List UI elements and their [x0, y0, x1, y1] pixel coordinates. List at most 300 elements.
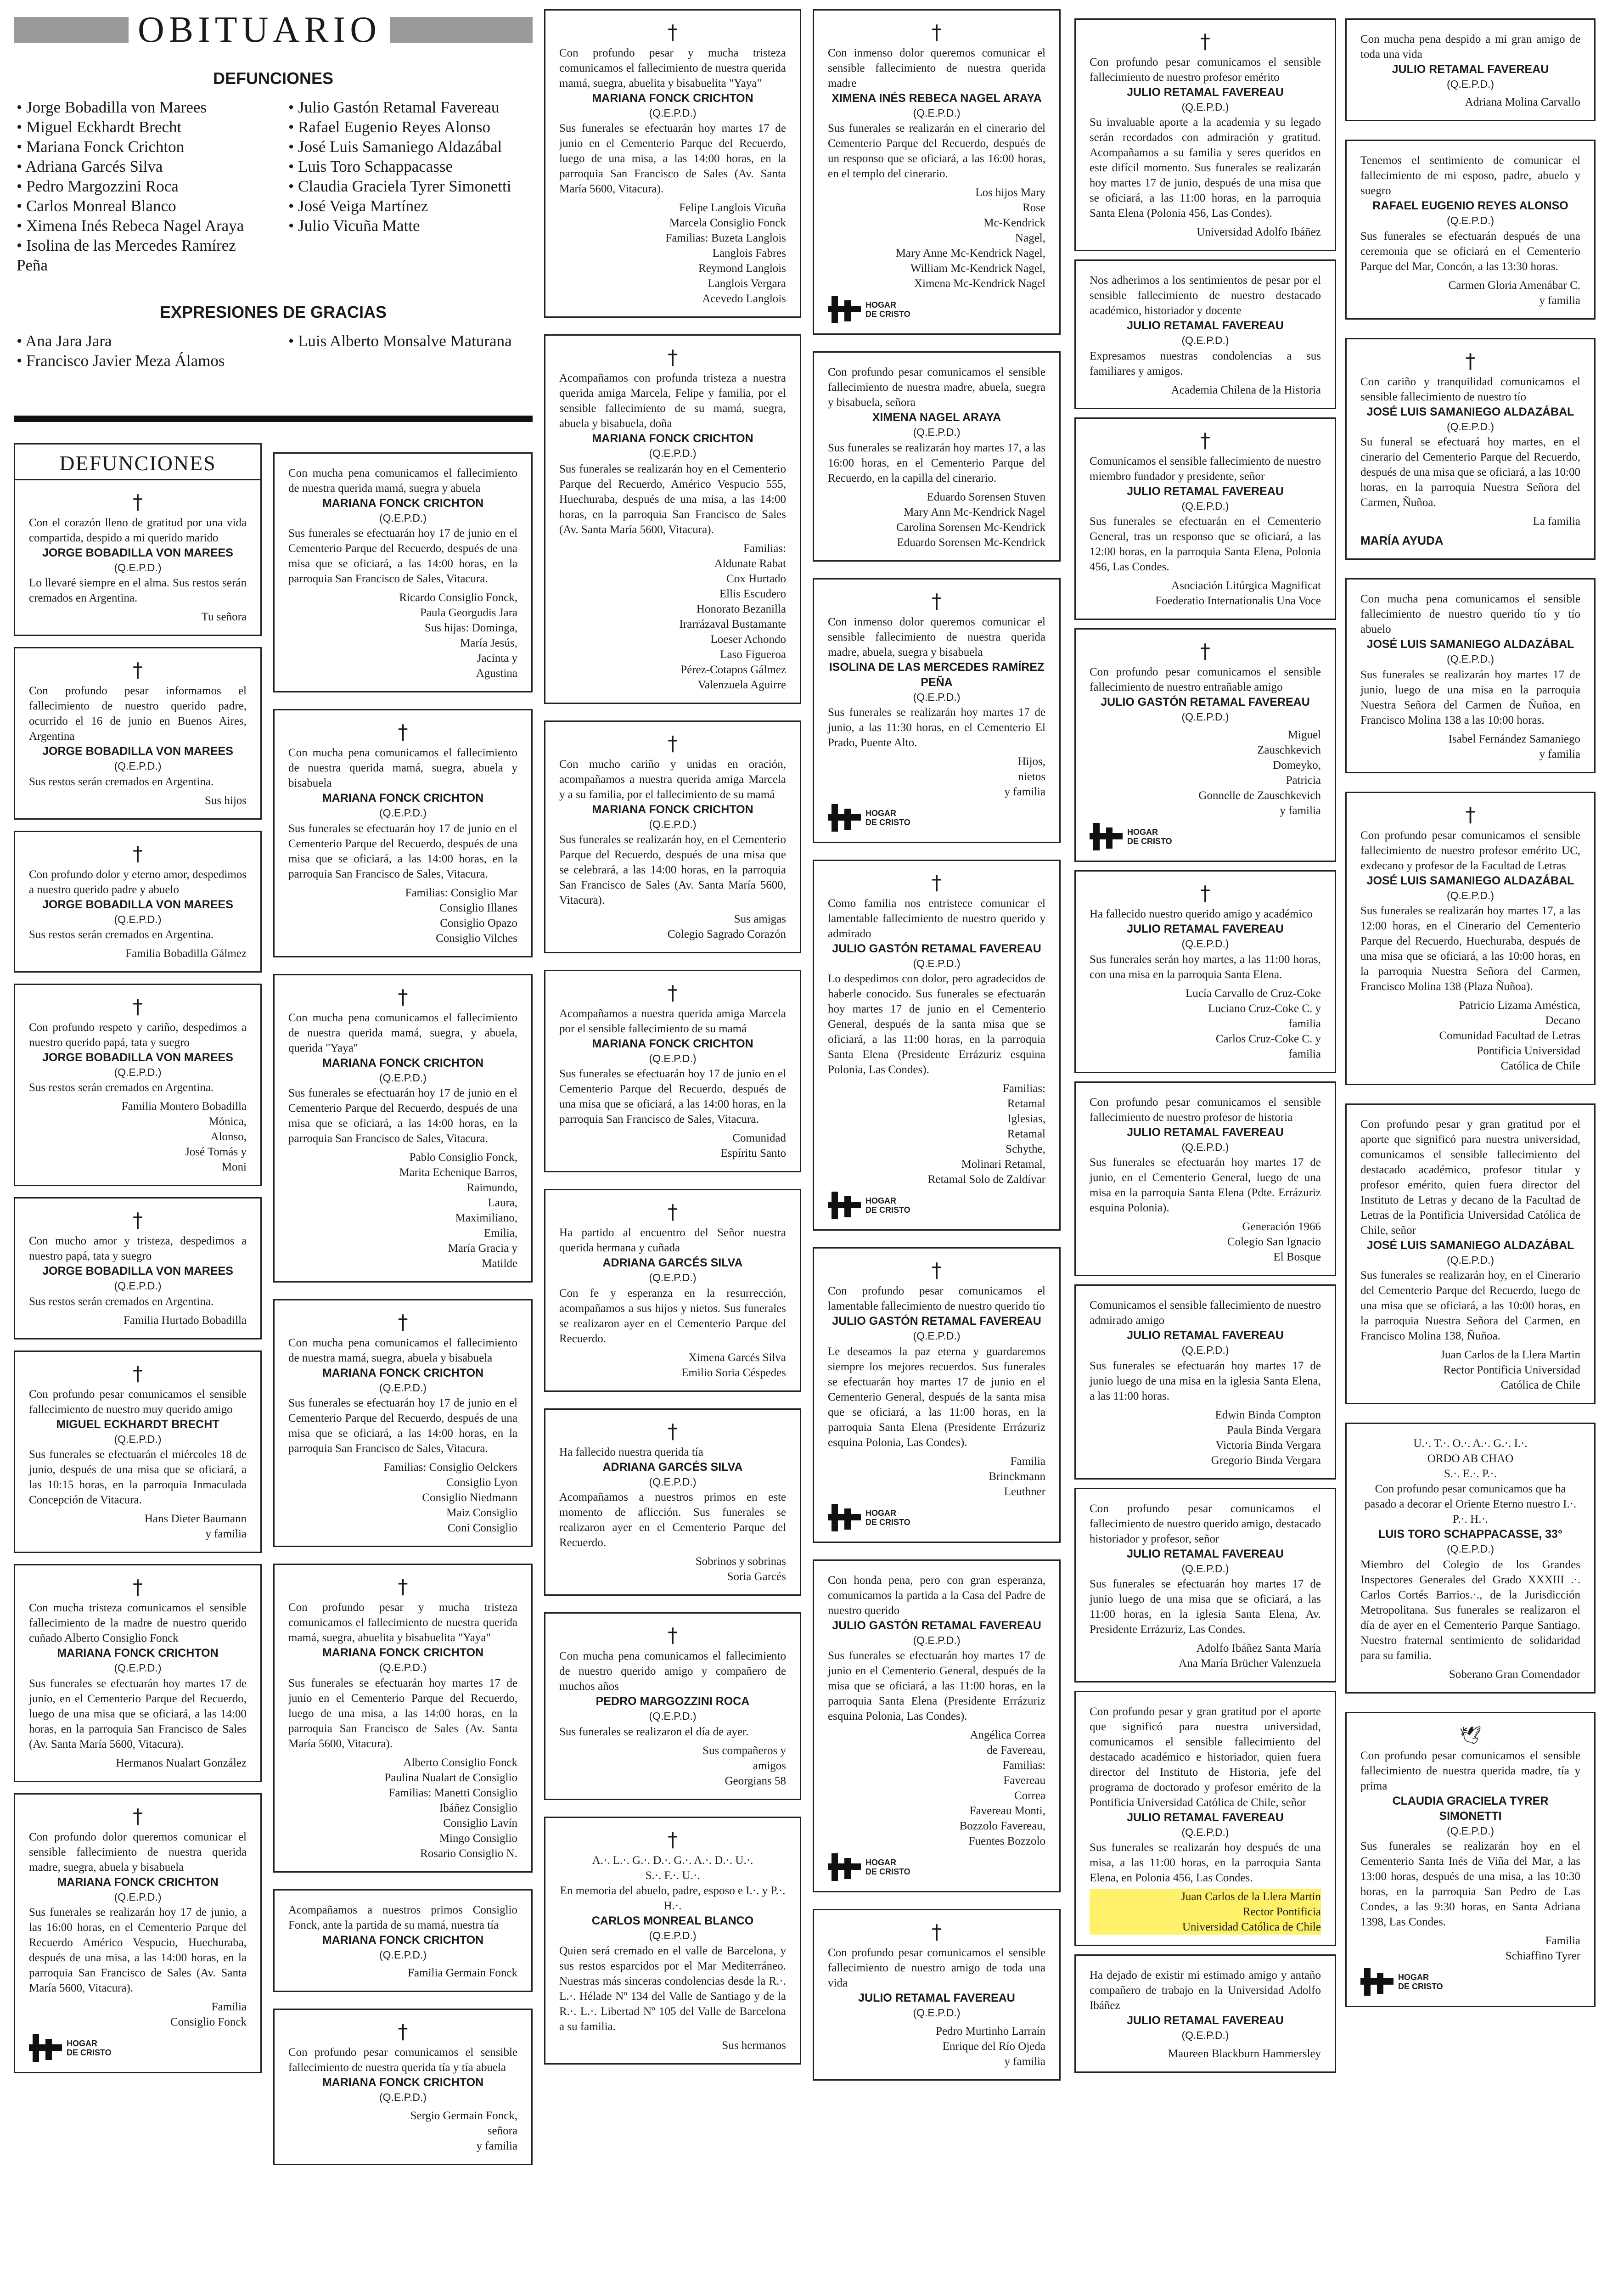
notice-intro: Con mucha tristeza comunicamos el sensible fallecimiento de la madre de nuestro querido cuñado Alberto Consiglio Fonck	[29, 1602, 247, 1645]
deceased-name: ISOLINA DE LAS MERCEDES RAMÍREZ PEÑA	[829, 660, 1045, 689]
obituary-notice	[544, 1817, 801, 2065]
deceased-name: JULIO RETAMAL FAVEREAU	[1127, 484, 1284, 498]
notice-body: Sus funerales se efectuarán hoy martes 17 de junio, en el Cementerio Parque del Recuerdo, luego de una misa que se oficiará, a las 14:00 horas, en la parroquia San Francisco de Sales (Av. Santa María 5600, Vitacura).	[29, 1677, 247, 1750]
deceased-name: JULIO RETAMAL FAVEREAU	[858, 1992, 1015, 2005]
notice-body: Sus funerales se efectuarán hoy martes 17 de junio en el Cementerio Parque del Recuerdo, luego de una misa, a las 14:00 horas, en la parroquia San Francisco de Sales (Av. Santa María 5600, Vitacura).	[288, 1677, 517, 1750]
deceased-name: PEDRO MARGOZZINI ROCA	[596, 1695, 750, 1708]
obituary-notice	[544, 1189, 801, 1391]
gracias-list-left	[17, 331, 261, 371]
notice-signature: Sus amigas Colegio Sagrado Corazón	[667, 913, 786, 941]
notice-body: Quien será cremado en el valle de Barcelona, y sus restos esparcidos por el Mar Mediterráneo. Nuestras más sinceras condolencias desde la R.·. L.·. Hélade Nº 134 del Valle de Santiago y de la R.·. L.·. Libertad Nº 105 del Valle de Barcelona a su familia.	[559, 1944, 786, 2033]
cross-icon: †	[398, 720, 408, 744]
notice-intro: Con mucha pena comunicamos el sensible fallecimiento de nuestro querido tío y tío abuelo	[1360, 593, 1580, 636]
obituary-notice	[1074, 870, 1336, 1073]
notice-intro: Acompañamos a nuestros primos Consiglio Fonck, ante la partida de su mamá, nuestra tía	[288, 1903, 517, 1931]
notice-signature: Academia Chilena de la Historia	[1171, 383, 1321, 396]
notice-intro: Con profundo pesar comunicamos el sensible fallecimiento de nuestra querida tía y tía abuela	[288, 2046, 517, 2074]
hogar-de-cristo-text	[865, 1858, 910, 1876]
deceased-name: JULIO RETAMAL FAVEREAU	[1127, 1811, 1284, 1824]
notice-body: Sus funerales serán hoy martes, a las 11:00 horas, con una misa en la parroquia Santa Elena.	[1090, 953, 1321, 981]
qepd-label: (Q.E.P.D.)	[1181, 1826, 1229, 1838]
header-rule	[14, 416, 533, 422]
deceased-name: MARIANA FONCK CRICHTON	[322, 1646, 484, 1660]
notice-intro: Acompañamos con profunda tristeza a nuestra querida amiga Marcela, Felipe y familia, por el sensible fallecimiento de su mamá, suegra, abuela y bisabuela, doña	[559, 372, 786, 430]
notice-body: Con fe y esperanza en la resurrección, acompañamos a sus hijos y nietos. Sus funerales se realizaron ayer en el Cementerio Parque del Recuerdo.	[559, 1287, 786, 1345]
hogar-de-cristo-icon	[828, 1504, 861, 1531]
notice-signature: Familias: Aldunate Rabat Cox Hurtado Ellis Escudero Honorato Bezanilla Irarrázaval Bustamante Loeser Achondo Laso Figueroa Pérez-Cotapos Gálmez Valenzuela Aguirre	[679, 542, 786, 691]
cross-icon: †	[133, 1576, 143, 1599]
qepd-label: (Q.E.P.D.)	[379, 807, 427, 819]
gracias-list-right	[288, 331, 533, 371]
notice-intro: Como familia nos entristece comunicar el lamentable fallecimiento de nuestro querido y admirado	[828, 897, 1045, 940]
notice-signature: Soberano Gran Comendador	[1449, 1668, 1580, 1681]
notice-body: Lo llevaré siempre en el alma. Sus restos serán cremados en Argentina.	[29, 577, 247, 605]
deceased-name: JULIO GASTÓN RETAMAL FAVEREAU	[1101, 696, 1310, 709]
notice-intro: Con profundo pesar comunicamos el sensible fallecimiento de nuestro amigo de toda una vida	[828, 1947, 1045, 1990]
deceased-name: MARIANA FONCK CRICHTON	[57, 1647, 219, 1660]
cross-icon: †	[133, 842, 143, 866]
obituary-notice	[14, 1197, 262, 1339]
notice-signature: Eduardo Sorensen Stuven Mary Ann Mc-Kendrick Nagel Carolina Sorensen Mc-Kendrick Eduardo Sorensen Mc-Kendrick	[896, 490, 1045, 549]
notice-body: Sus funerales se efectuarán hoy 17 de junio en el Cementerio Parque del Recuerdo, después de una misa que se oficiará, a las 14:00 horas, en la parroquia San Francisco de Sales, Vitacura.	[288, 1397, 517, 1455]
cross-icon: †	[398, 1311, 408, 1334]
obituary-notice	[1074, 18, 1336, 251]
notice-signature: La familia	[1533, 515, 1580, 528]
notice-body: Expresamos nuestras condolencias a sus familiares y amigos.	[1090, 349, 1321, 377]
qepd-label: (Q.E.P.D.)	[649, 1710, 697, 1722]
deceased-name: MARIANA FONCK CRICHTON	[322, 497, 484, 510]
cross-icon: †	[932, 589, 942, 613]
obituary-notice	[273, 452, 533, 692]
obituary-notice	[1074, 1691, 1336, 1946]
cross-icon: †	[668, 732, 678, 755]
index-entry: • Ana Jara Jara	[17, 331, 261, 351]
cross-icon: †	[398, 985, 408, 1009]
notice-intro: Comunicamos el sensible fallecimiento de nuestro miembro fundador y presidente, señor	[1090, 455, 1321, 483]
notice-signature: Familia Consiglio Fonck	[170, 2000, 247, 2028]
notice-body: Sus funerales se realizarán hoy en el Cementerio Parque del Recuerdo, Américo Vespucio 555, Huechuraba, después de una misa, a las 14:00 horas, en la parroquia San Francisco de Sales (Av. Santa María 5600, Vitacura).	[559, 462, 786, 536]
obituary-notice	[544, 720, 801, 953]
logo-line-1: HOGAR	[865, 300, 896, 310]
cross-icon: †	[1465, 349, 1476, 373]
defunciones-list-right	[288, 97, 533, 275]
logo-line-2: DE CRISTO	[865, 1867, 910, 1877]
deceased-name: JULIO RETAMAL FAVEREAU	[1392, 63, 1549, 76]
deceased-name: JULIO GASTÓN RETAMAL FAVEREAU	[832, 942, 1041, 956]
logo-line-2: DE CRISTO	[865, 310, 910, 319]
qepd-label: (Q.E.P.D.)	[1181, 2029, 1229, 2042]
qepd-label: (Q.E.P.D.)	[379, 1382, 427, 1394]
notice-signature: Familias: Retamal Iglesias, Retamal Schythe, Molinari Retamal, Retamal Solo de Zaldívar	[927, 1082, 1045, 1186]
notice-intro: Con cariño y tranquilidad comunicamos el sensible fallecimiento de nuestro tío	[1360, 375, 1580, 403]
logo-line-2: DE CRISTO	[67, 2048, 112, 2057]
notice-body: Sus funerales se realizarán hoy martes 17, a las 12:00 horas, en el Cinerario del Cementerio Parque del Recuerdo, Huechuraba, después de una misa que se oficiará, a las 10:00 horas, en la parroquia Nuestra Señora del Carmen, Francisco Molina 138 (Plaza Ñuñoa).	[1360, 905, 1580, 993]
cross-icon: †	[398, 2020, 408, 2044]
defunciones-heading: DEFUNCIONES	[213, 69, 334, 88]
notice-signature: Generación 1966 Colegio San Ignacio El Bosque	[1227, 1221, 1321, 1264]
notice-signature: Familia Brinckmann Leuthner	[989, 1455, 1045, 1498]
defunciones-section-label: DEFUNCIONES	[14, 443, 262, 479]
notice-body: Su invaluable aporte a la academia y su legado serán recordados con admiración y gratitud. Acompañamos a su familia y seres queridos en este difícil momento. Sus funerales se realizarán hoy martes 17 de junio, después de una misa que se oficiará, a las 11:00 horas, en la parroquia Santa Elena (Polonia 456, Las Condes).	[1090, 116, 1321, 220]
obituary-notice	[813, 1247, 1061, 1542]
index-entry: • Adriana Garcés Silva	[17, 157, 261, 176]
cross-icon: †	[932, 1259, 942, 1283]
logo-line-1: HOGAR	[865, 1858, 896, 1868]
qepd-label: (Q.E.P.D.)	[114, 760, 162, 772]
obituary-notice	[1074, 1954, 1336, 2072]
notice-body: Sus funerales se efectuarán hoy martes 17 de junio luego de una misa en la iglesia Santa Elena, a las 11:00 horas.	[1090, 1359, 1321, 1402]
deceased-name: MARIANA FONCK CRICHTON	[592, 1037, 753, 1051]
deceased-name: JORGE BOBADILLA VON MAREES	[42, 898, 233, 911]
obituary-notice	[813, 351, 1061, 561]
deceased-name: JOSÉ LUIS SAMANIEGO ALDAZÁBAL	[1366, 1239, 1574, 1252]
notice-intro: Con mucha pena comunicamos el fallecimiento de nuestra mamá, suegra, abuela y bisabuela	[288, 1337, 517, 1365]
deceased-name: MARIANA FONCK CRICHTON	[322, 2076, 484, 2089]
index-entry: • Pedro Margozzini Roca	[17, 176, 261, 196]
obituary-notice	[273, 1564, 533, 1872]
qepd-label: (Q.E.P.D.)	[1446, 214, 1495, 227]
deceased-name: MARIANA FONCK CRICHTON	[57, 1875, 219, 1889]
notice-intro: Con profundo pesar comunicamos el sensible fallecimiento de nuestro muy querido amigo	[29, 1388, 247, 1416]
notice-signature: Ricardo Consiglio Fonck, Paula Georgudis Jara Sus hijas: Dominga, María Jesús, Jacinta y Agustina	[399, 591, 517, 680]
title-bar-left	[14, 17, 129, 43]
cross-icon: †	[668, 21, 678, 44]
notice-intro: Con profundo pesar y gran gratitud por el aporte que significó para nuestra universidad, comunicamos el sensible fallecimiento del destacado académico, profesor titular y profesor emérito, quien fuera director del Instituto de Letras y decano de la Facultad de Letras de la Pontificia Universidad Católica de Chile, señor	[1360, 1118, 1580, 1237]
qepd-label: (Q.E.P.D.)	[1181, 711, 1229, 723]
cross-icon: †	[668, 346, 678, 370]
deceased-name: JORGE BOBADILLA VON MAREES	[42, 745, 233, 758]
notice-signature: Hans Dieter Baumann y familia	[144, 1513, 247, 1541]
index-entry: • José Veiga Martínez	[288, 196, 533, 216]
notice-signature: Adriana Molina Carvallo	[1465, 96, 1580, 109]
notice-intro: Con profundo pesar comunicamos el lamentable fallecimiento de nuestro querido tío	[828, 1285, 1045, 1313]
notice-signature: Universidad Adolfo Ibáñez	[1197, 226, 1321, 239]
logo-line-1: HOGAR	[865, 809, 896, 818]
deceased-name: JULIO RETAMAL FAVEREAU	[1127, 1125, 1284, 1139]
notice-intro: Con profundo pesar comunicamos el sensible fallecimiento de nuestro profesor emérito UC, exdecano y profesor de la Facultad de Letras	[1360, 829, 1580, 872]
index-entry: • Isolina de las Mercedes Ramírez Peña	[17, 236, 261, 275]
logo-line-2: DE CRISTO	[865, 1205, 910, 1215]
obituary-notice	[14, 1793, 262, 2073]
notice-body: Sus funerales se realizarán en el cinerario del Cementerio Parque del Recuerdo, después de un responso que se oficiará, a las 16:00 horas, en el templo del cinerario.	[828, 122, 1045, 180]
obituary-notice	[1074, 1081, 1336, 1276]
obituary-notice	[14, 1564, 262, 1782]
notice-intro: Con mucho cariño y unidas en oración, acompañamos a nuestra querida amiga Marcela y a su familia, por el fallecimiento de su mamá	[559, 758, 786, 801]
notice-intro: Con mucha pena comunicamos el fallecimiento de nuestra querida mamá, suegra y abuela	[288, 467, 517, 495]
obituary-header	[14, 9, 533, 371]
obituary-notice	[1074, 1488, 1336, 1683]
notice-body: Sus funerales se efectuarán hoy 17 de junio en el Cementerio Parque del Recuerdo, después de una misa que se oficiará, a las 14:00 horas, en la parroquia San Francisco de Sales, Vitacura.	[288, 527, 517, 585]
notice-intro: Con profundo pesar comunicamos el sensible fallecimiento de nuestro profesor de historia	[1090, 1096, 1321, 1124]
qepd-label: (Q.E.P.D.)	[379, 1948, 427, 1961]
deceased-name: JOSÉ LUIS SAMANIEGO ALDAZÁBAL	[1366, 874, 1574, 887]
cross-icon: †	[133, 658, 143, 682]
cross-icon: †	[398, 1575, 408, 1599]
qepd-label: (Q.E.P.D.)	[913, 691, 961, 703]
deceased-name: JORGE BOBADILLA VON MAREES	[42, 546, 233, 559]
obituary-notice	[813, 578, 1061, 843]
notice-signature: Edwin Binda Compton Paula Binda Vergara Victoria Binda Vergara Gregorio Binda Vergara	[1211, 1408, 1321, 1467]
notice-signature: Juan Carlos de la Llera Martin Rector Pontificia Universidad Católica de Chile	[1090, 1889, 1321, 1935]
deceased-name: LUIS TORO SCHAPPACASSE, 33°	[1378, 1528, 1562, 1541]
deceased-name: JULIO RETAMAL FAVEREAU	[1127, 1329, 1284, 1342]
deceased-name: JULIO RETAMAL FAVEREAU	[1127, 923, 1284, 936]
obituary-notice	[544, 9, 801, 318]
title-bar-right	[390, 17, 533, 43]
notice-intro: Con el corazón lleno de gratitud por una vida compartida, despido a mi querido marido	[29, 517, 247, 544]
notice-intro: A.·. L.·. G.·. D.·. G.·. A.·. D.·. U.·. S.·. F.·. U.·. En memoria del abuelo, padre, esposo e I.·. y P.·. H.·.	[560, 1854, 786, 1912]
notice-signature: Sus hijos	[204, 794, 247, 807]
notice-intro: Con mucha pena comunicamos el fallecimiento de nuestra querida mamá, suegra, abuela y bisabuela	[288, 747, 517, 790]
cross-icon: †	[133, 1209, 143, 1232]
index-entry: • Jorge Bobadilla von Marees	[17, 97, 261, 117]
notice-body: Sus funerales se realizarán hoy martes 17 de junio, luego de una misa en la parroquia Nuestra Señora del Carmen de Ñuñoa, en Francisco Molina 138 a las 10:00 horas.	[1360, 668, 1580, 726]
logo-line-2: DE CRISTO	[865, 1517, 910, 1527]
hogar-de-cristo-text	[865, 300, 910, 319]
notice-intro: Con profundo respeto y cariño, despedimos a nuestro querido papá, tata y suegro	[29, 1021, 247, 1049]
qepd-label: (Q.E.P.D.)	[114, 1280, 162, 1292]
notice-intro: Con profundo pesar comunicamos el sensible fallecimiento de nuestro profesor emérito	[1090, 56, 1321, 84]
qepd-label: (Q.E.P.D.)	[1446, 653, 1495, 665]
notice-body: Lo despedimos con dolor, pero agradecidos de haberle conocido. Sus funerales se efectuarán hoy martes 17 de junio en el Cementerio General, después de la santa misa que se oficiará, a las 11:00 horas, en la parroquia Santa Elena (Presidente Errázuriz esquina Polonia, Las Condes).	[828, 973, 1045, 1076]
deceased-name: JULIO GASTÓN RETAMAL FAVEREAU	[832, 1619, 1041, 1632]
obituary-notice	[1345, 1103, 1596, 1404]
notice-body: Sus restos serán cremados en Argentina.	[29, 775, 214, 788]
notice-signature: Tu señora	[201, 611, 247, 624]
deceased-name: XIMENA NAGEL ARAYA	[872, 411, 1001, 424]
qepd-label: (Q.E.P.D.)	[1181, 101, 1229, 113]
notice-intro: Con profundo pesar comunicamos el fallecimiento de nuestro querido amigo, destacado historiador y profesor, señor	[1090, 1502, 1321, 1545]
index-entry: • Carlos Monreal Blanco	[17, 196, 261, 216]
qepd-label: (Q.E.P.D.)	[1181, 1344, 1229, 1356]
obituary-notice	[813, 1909, 1061, 2080]
notice-signature: Pedro Murtinho Larraín Enrique del Río Ojeda y familia	[936, 2025, 1045, 2068]
deceased-name: JULIO RETAMAL FAVEREAU	[1127, 319, 1284, 332]
qepd-label: (Q.E.P.D.)	[913, 1634, 961, 1646]
hogar-de-cristo-logo	[1090, 823, 1321, 850]
index-entry: • Mariana Fonck Crichton	[17, 137, 261, 157]
hogar-de-cristo-icon	[828, 296, 861, 323]
notice-body: Sus funerales se efectuarán después de una ceremonia que se oficiará en el Cementerio Parque del Mar, Concón, a las 13:30 horas.	[1360, 230, 1580, 273]
qepd-label: (Q.E.P.D.)	[379, 1661, 427, 1674]
hogar-de-cristo-logo	[828, 1504, 1045, 1531]
qepd-label: (Q.E.P.D.)	[649, 107, 697, 119]
defunciones-list-left	[17, 97, 261, 275]
notice-body: Sus restos serán cremados en Argentina.	[29, 1081, 214, 1094]
notice-body: Sus funerales se realizarán hoy después de una misa, a las 11:00 horas, en la parroquia Santa Elena, en Polonia 456, Las Condes.	[1090, 1841, 1321, 1885]
cross-icon: †	[133, 1804, 143, 1828]
qepd-label: (Q.E.P.D.)	[1181, 938, 1229, 950]
index-entry: • Rafael Eugenio Reyes Alonso	[288, 117, 533, 137]
notice-signature: Asociación Litúrgica Magnificat Foederatio Internationalis Una Voce	[1155, 580, 1321, 608]
logo-line-2: DE CRISTO	[1127, 837, 1172, 846]
qepd-label: (Q.E.P.D.)	[379, 512, 427, 524]
obituary-notice	[273, 2009, 533, 2165]
qepd-label: (Q.E.P.D.)	[379, 2091, 427, 2104]
qepd-label: (Q.E.P.D.)	[649, 1929, 697, 1941]
deceased-name: JOSÉ LUIS SAMANIEGO ALDAZÁBAL	[1366, 405, 1574, 418]
qepd-label: (Q.E.P.D.)	[649, 1052, 697, 1065]
qepd-label: (Q.E.P.D.)	[913, 2007, 961, 2019]
cross-icon: †	[932, 871, 942, 895]
index-entry: • Claudia Graciela Tyrer Simonetti	[288, 176, 533, 196]
obituary-notice	[1074, 259, 1336, 409]
qepd-label: (Q.E.P.D.)	[114, 1662, 162, 1674]
qepd-label: (Q.E.P.D.)	[913, 107, 961, 119]
notice-signature: Felipe Langlois Vicuña Marcela Consiglio Fonck Familias: Buzeta Langlois Langlois Fabres Reymond Langlois Langlois Vergara Acevedo Langlois	[665, 202, 786, 305]
cross-icon: †	[1200, 428, 1210, 452]
deceased-name: ADRIANA GARCÉS SILVA	[602, 1256, 743, 1270]
hogar-de-cristo-text	[1127, 827, 1172, 846]
notice-intro: Con profundo pesar informamos el fallecimiento de nuestro querido padre, ocurrido el 16 de junio en Buenos Aires, Argentina	[29, 685, 247, 743]
cross-icon: †	[932, 21, 942, 44]
defunciones-index	[14, 97, 533, 275]
logo-line-2: DE CRISTO	[865, 818, 910, 827]
notice-body: Sus funerales se realizarán hoy martes 17, a las 16:00 horas, en el Cementerio Parque del Recuerdo, en la capilla del cinerario.	[828, 441, 1045, 484]
notice-intro: Con inmenso dolor queremos comunicar el sensible fallecimiento de nuestra querida madre	[828, 47, 1045, 90]
notice-body: Sus funerales se realizarán hoy, en el Cementerio Parque del Recuerdo, después de una misa que se celebrará, a las 14:00 horas, en la parroquia San Francisco de Sales (Av. Santa María 5600, Vitacura).	[559, 833, 786, 907]
hogar-de-cristo-logo	[828, 1853, 1045, 1881]
maria-ayuda-logo: MARÍA AYUDA	[1360, 534, 1444, 548]
notice-body: Sus funerales se efectuarán hoy martes 17 de junio, en el Cementerio General, luego de una misa en la parroquia Santa Elena (Pdte. Errázuriz esquina Polonia).	[1090, 1156, 1321, 1215]
qepd-label: (Q.E.P.D.)	[1181, 1562, 1229, 1575]
notice-signature: Familia Schiaffino Tyrer	[1505, 1935, 1580, 1963]
hogar-de-cristo-logo	[1360, 1968, 1580, 1996]
notice-signature: Ximena Garcés Silva Emilio Soria Céspedes	[681, 1351, 786, 1379]
deceased-name: MARIANA FONCK CRICHTON	[322, 1367, 484, 1380]
cross-icon: †	[668, 1624, 678, 1648]
notice-signature: Pablo Consiglio Fonck, Marita Echenique Barros, Raimundo, Laura, Maximiliano, Emilia, María Gracia y Matilde	[399, 1151, 517, 1270]
cross-icon: †	[133, 1362, 143, 1385]
notice-intro: Con mucha pena despido a mi gran amigo de toda una vida	[1360, 33, 1580, 61]
notice-intro: Comunicamos el sensible fallecimiento de nuestro admirado amigo	[1090, 1299, 1321, 1327]
notice-signature: Alberto Consiglio Fonck Paulina Nualart de Consiglio Familias: Manetti Consiglio Ibáñez Consiglio Consiglio Lavín Mingo Consiglio Rosario Consiglio N.	[384, 1756, 517, 1860]
hogar-de-cristo-icon	[828, 804, 861, 832]
notice-intro: Tenemos el sentimiento de comunicar el fallecimiento de mi esposo, padre, abuelo y suegro	[1360, 154, 1580, 197]
obituary-notice	[1345, 1712, 1596, 2007]
hogar-de-cristo-icon	[828, 1853, 861, 1881]
logo-line-2: DE CRISTO	[1398, 1982, 1443, 1992]
index-entry: • Luis Alberto Monsalve Maturana	[288, 331, 533, 351]
notice-signature: Isabel Fernández Samaniego y familia	[1448, 732, 1580, 760]
cross-icon: †	[932, 1920, 942, 1944]
cross-icon: †	[1465, 803, 1476, 827]
obituary-notice	[273, 709, 533, 957]
qepd-label: (Q.E.P.D.)	[913, 1330, 961, 1342]
deceased-name: JOSÉ LUIS SAMANIEGO ALDAZÁBAL	[1366, 638, 1574, 651]
logo-line-1: HOGAR	[1127, 827, 1158, 837]
notice-intro: Con mucha pena comunicamos el fallecimiento de nuestro querido amigo y compañero de muchos años	[559, 1650, 786, 1693]
index-entry: • Francisco Javier Meza Álamos	[17, 351, 261, 371]
notice-body: Acompañamos a nuestros primos en este momento de aflicción. Sus funerales se realizaron ayer en el Cementerio Parque del Recuerdo.	[559, 1491, 786, 1549]
qepd-label: (Q.E.P.D.)	[1181, 500, 1229, 512]
qepd-label: (Q.E.P.D.)	[1446, 420, 1495, 433]
qepd-label: (Q.E.P.D.)	[649, 818, 697, 830]
hogar-de-cristo-logo	[29, 2034, 247, 2062]
notice-signature: Hijos, nietos y familia	[1004, 755, 1045, 799]
qepd-label: (Q.E.P.D.)	[114, 562, 162, 574]
notice-body: Sus funerales se realizarán hoy en el Cementerio Santa Inés de Viña del Mar, a las 13:00 horas, después de una misa, a las 10:30 horas, en la parroquia San Pedro de Las Condes, a las 9:30 horas, en Santa Adriana 1398, Las Condes.	[1360, 1840, 1580, 1929]
notice-intro: Con profundo pesar comunicamos el sensible fallecimiento de nuestra madre, abuela, suegra y bisabuela, señora	[828, 366, 1045, 409]
deceased-name: CLAUDIA GRACIELA TYRER SIMONETTI	[1392, 1794, 1549, 1823]
obituary-notice	[14, 647, 262, 819]
obituary-notice	[273, 1299, 533, 1547]
hogar-de-cristo-text	[865, 1508, 910, 1527]
hogar-de-cristo-text	[865, 1196, 910, 1215]
obituary-notice	[1345, 792, 1596, 1085]
column-3	[544, 9, 801, 2065]
cross-icon: †	[1200, 30, 1210, 53]
column-6	[1345, 18, 1596, 2007]
hogar-de-cristo-logo	[828, 296, 1045, 323]
notice-body: Le deseamos la paz eterna y guardaremos siempre los mejores recuerdos. Sus funerales se efectuarán hoy martes 17 de junio en el Cementerio General, después de la santa misa que se oficiará, a las 11:00 horas, en la parroquia Santa Elena (Presidente Errázuriz esquina Polonia, Las Condes).	[828, 1345, 1045, 1449]
notice-signature: Familia Montero Bobadilla Mónica, Alonso, José Tomás y Moni	[121, 1100, 247, 1174]
hogar-de-cristo-text	[865, 809, 910, 827]
notice-signature: Hermanos Nualart González	[116, 1756, 247, 1769]
logo-line-1: HOGAR	[1398, 1973, 1429, 1982]
notice-signature: Familia Germain Fonck	[408, 1967, 517, 1980]
deceased-name: MIGUEL ECKHARDT BRECHT	[56, 1418, 219, 1431]
notice-body: Sus funerales se realizarán hoy 17 de junio, a las 16:00 horas, en el Cementerio Parque del Recuerdo Américo Vespucio, Huechuraba, después de una misa, a las 14:00 horas, en la parroquia San Francisco de Sales (Av. Santa María 5600, Vitacura).	[29, 1906, 247, 1994]
logo-line-1: HOGAR	[865, 1508, 896, 1518]
notice-intro: Ha dejado de existir mi estimado amigo y antaño compañero de trabajo en la Universidad Adolfo Ibáñez	[1090, 1969, 1321, 2012]
notice-intro: Con mucha pena comunicamos el fallecimiento de nuestra querida mamá, suegra, y abuela, querida "Yaya"	[288, 1011, 517, 1054]
hogar-de-cristo-icon	[29, 2034, 62, 2062]
column-2	[273, 452, 533, 2165]
notice-body: Sus funerales se efectuarán hoy 17 de junio en el Cementerio Parque del Recuerdo, después de una misa que se oficiará, a las 14:00 horas, en la parroquia San Francisco de Sales, Vitacura.	[288, 1087, 517, 1145]
dove-icon: 🕊	[1459, 1725, 1482, 1745]
hogar-de-cristo-text	[67, 2039, 112, 2057]
title-banner	[14, 9, 533, 51]
obituary-notice	[813, 9, 1061, 335]
qepd-label: (Q.E.P.D.)	[1181, 334, 1229, 347]
notice-intro: Acompañamos a nuestra querida amiga Marcela por el sensible fallecimiento de su mamá	[559, 1007, 786, 1035]
qepd-label: (Q.E.P.D.)	[1181, 1141, 1229, 1153]
notice-body: Sus funerales se efectuarán hoy martes 17 de junio en el Cementerio General, después de la misa que se oficiará, a las 11:00 horas, en la parroquia Santa Elena (Presidente Errázuriz esquina Polonia, Las Condes).	[828, 1649, 1045, 1723]
notice-signature: Familia Bobadilla Gálmez	[125, 947, 247, 960]
deceased-name: ADRIANA GARCÉS SILVA	[602, 1460, 743, 1474]
notice-signature: Comunidad Espíritu Santo	[720, 1132, 786, 1160]
cross-icon: †	[133, 995, 143, 1019]
notice-signature: Sergio Germain Fonck, señora y familia	[410, 2109, 517, 2152]
qepd-label: (Q.E.P.D.)	[1446, 889, 1495, 901]
notice-body: Sus restos serán cremados en Argentina.	[29, 1295, 214, 1308]
cross-icon: †	[668, 981, 678, 1005]
obituary-notice	[14, 984, 262, 1186]
notice-intro: U.·. T.·. O.·. A.·. G.·. I.·. ORDO AB CHAO S.·. E.·. P.·. Con profundo pesar comunicamos que ha pasado a decorar el Oriente Eterno nuestro I.·. P.·. H.·.	[1364, 1437, 1577, 1526]
notice-body: Sus funerales se efectuarán en el Cementerio General, tras un responso que se oficiará, a las 12:00 horas, en la parroquia Santa Elena, Polonia 456, Las Condes.	[1090, 515, 1321, 574]
notice-body: Su funeral se efectuará hoy martes, en el cinerario del Cementerio Parque del Recuerdo, después de una misa que se oficiará, a las 10:00 horas, en la parroquia Nuestra Señora del Carmen, Ñuñoa.	[1360, 436, 1580, 509]
notice-signature: Angélica Correa de Favereau, Familias: Favereau Correa Favereau Monti, Bozzolo Favereau, Fuentes Bozzolo	[959, 1729, 1045, 1848]
notice-body: Sus funerales se realizarán hoy martes 17 de junio, a las 11:30 horas, en el Cementerio El Prado, Puente Alto.	[828, 706, 1045, 749]
notice-signature: Sus hermanos	[722, 2039, 786, 2052]
notice-intro: Con profundo pesar comunicamos el sensible fallecimiento de nuestro entrañable amigo	[1090, 666, 1321, 694]
notice-signature: Lucía Carvallo de Cruz-Coke Luciano Cruz-Coke C. y familia Carlos Cruz-Coke C. y familia	[1185, 987, 1321, 1060]
deceased-name: JULIO RETAMAL FAVEREAU	[1127, 2014, 1284, 2027]
column-1	[14, 443, 262, 2073]
obituary-notice	[1345, 338, 1596, 560]
deceased-name: XIMENA INÉS REBECA NAGEL ARAYA	[832, 92, 1042, 105]
obituary-notice	[544, 970, 801, 1172]
deceased-name: JULIO RETAMAL FAVEREAU	[1127, 1547, 1284, 1560]
notice-signature: Los hijos Mary Rose Mc-Kendrick Nagel, Mary Anne Mc-Kendrick Nagel, William Mc-Kendrick Nagel, Ximena Mc-Kendrick Nagel	[895, 186, 1045, 290]
page-title: OBITUARIO	[138, 9, 381, 50]
obituary-notice	[544, 1612, 801, 1800]
notice-signature: Sobrinos y sobrinas Soria Garcés	[695, 1555, 786, 1583]
obituary-notice	[813, 1559, 1061, 1892]
notice-intro: Nos adherimos a los sentimientos de pesar por el sensible fallecimiento de nuestro destacado académico, historiador y docente	[1090, 274, 1321, 317]
hogar-de-cristo-logo	[828, 804, 1045, 832]
